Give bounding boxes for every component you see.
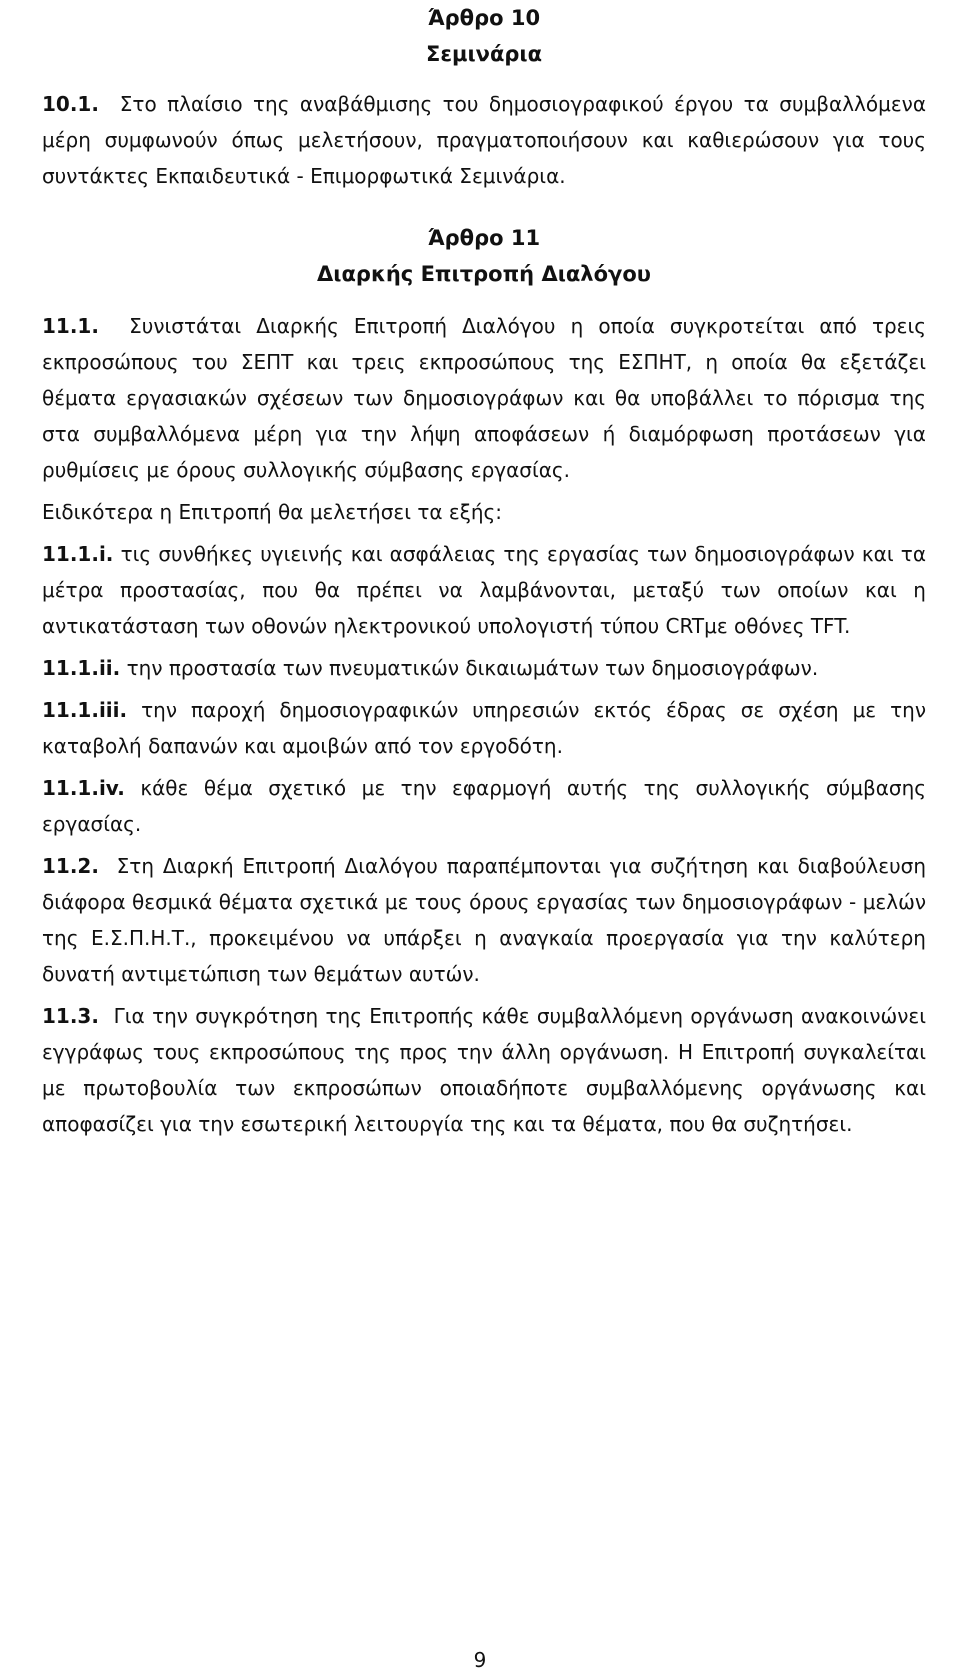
paragraph-text: Για την συγκρότηση της Επιτροπής κάθε συμβαλλόμενη οργάνωση ανακοινώνει εγγράφως τους εκπροσώπους της προς την άλλη οργάνωση. Η Επιτροπή συγκαλείται με πρωτοβουλία των εκπροσώπων οποιαδήποτε συμβαλλόμενης οργάνωσης και αποφασίζει για την εσωτερική λειτουργία της και τα θέματα, που θα συζητήσει. — [42, 1004, 926, 1136]
article-heading: Άρθρο 10 — [427, 6, 541, 30]
paragraph-number: 11.3. — [42, 1004, 99, 1028]
paragraph-number: 11.1.ii. — [42, 656, 121, 680]
paragraph-number: 11.1.iii. — [42, 698, 128, 722]
paragraph — [42, 770, 926, 842]
paragraph-text: κάθε θέμα σχετικό με την εφαρμογή αυτής της συλλογικής σύμβασης εργασίας. — [42, 776, 926, 836]
paragraph — [42, 998, 926, 1142]
paragraph-text: Συνιστάται Διαρκής Επιτροπή Διαλόγου η οποία συγκροτείται από τρεις εκπροσώπους του ΣΕΠΤ και τρεις εκπροσώπους της ΕΣΠΗΤ, η οποία θα εξετάζει θέματα εργασιακών σχέσεων των δημοσιογράφων και θα υποβάλλει το πόρισμα της στα συμβαλλόμενα μέρη για την λήψη αποφάσεων ή διαμόρφωση προτάσεων για ρυθμίσεις με όρους συλλογικής σύμβασης εργασίας. — [42, 314, 926, 482]
paragraph — [42, 494, 926, 530]
paragraph — [42, 650, 926, 686]
document-page — [42, 0, 926, 1142]
paragraph-text: την προστασία των πνευματικών δικαιωμάτων των δημοσιογράφων. — [126, 656, 819, 680]
paragraph-number: 11.2. — [42, 854, 99, 878]
paragraph-text: τις συνθήκες υγιεινής και ασφάλειας της εργασίας των δημοσιογράφων και τα μέτρα προστασίας, που θα πρέπει να λαμβάνονται, μεταξύ των οποίων και η αντικατάσταση των οθονών ηλεκτρονικού υπολογιστή τύπου CRTμε οθόνες TFT. — [42, 542, 927, 638]
paragraph-text: Στη Διαρκή Επιτροπή Διαλόγου παραπέμπονται για συζήτηση και διαβούλευση διάφορα θεσμικά θέματα σχετικά με τους όρους εργασίας των δημοσιογράφων - μελών της Ε.Σ.Π.Η.Τ., προκειμένου να υπάρξει η αναγκαία προεργασία για την καλύτερη δυνατή αντιμετώπιση των θεμάτων αυτών. — [42, 854, 926, 986]
paragraph-text: την παροχή δημοσιογραφικών υπηρεσιών εκτός έδρας σε σχέση με την καταβολή δαπανών και αμοιβών από τον εργοδότη. — [42, 698, 926, 758]
page-number: 9 — [473, 1648, 487, 1672]
paragraph-number: 11.1. — [42, 314, 99, 338]
paragraph-number: 11.1.iv. — [42, 776, 125, 800]
article-title: Σεμινάρια — [425, 42, 543, 66]
paragraph — [42, 86, 926, 194]
paragraph-text: Ειδικότερα η Επιτροπή θα μελετήσει τα εξής: — [42, 500, 503, 524]
article-title: Διαρκής Επιτροπή Διαλόγου — [317, 262, 651, 286]
paragraph-number: 10.1. — [42, 92, 99, 116]
paragraph — [42, 536, 926, 644]
paragraph — [42, 308, 926, 488]
paragraph — [42, 692, 926, 764]
paragraph-text: Στο πλαίσιο της αναβάθμισης του δημοσιογραφικού έργου τα συμβαλλόμενα μέρη συμφωνούν όπως μελετήσουν, πραγματοποιήσουν και καθιερώσουν για τους συντάκτες Εκπαιδευτικά - Επιμορφωτικά Σεμινάρια. — [42, 92, 927, 188]
paragraph — [42, 848, 926, 992]
paragraph-number: 11.1.i. — [42, 542, 114, 566]
article-heading: Άρθρο 11 — [427, 226, 541, 250]
